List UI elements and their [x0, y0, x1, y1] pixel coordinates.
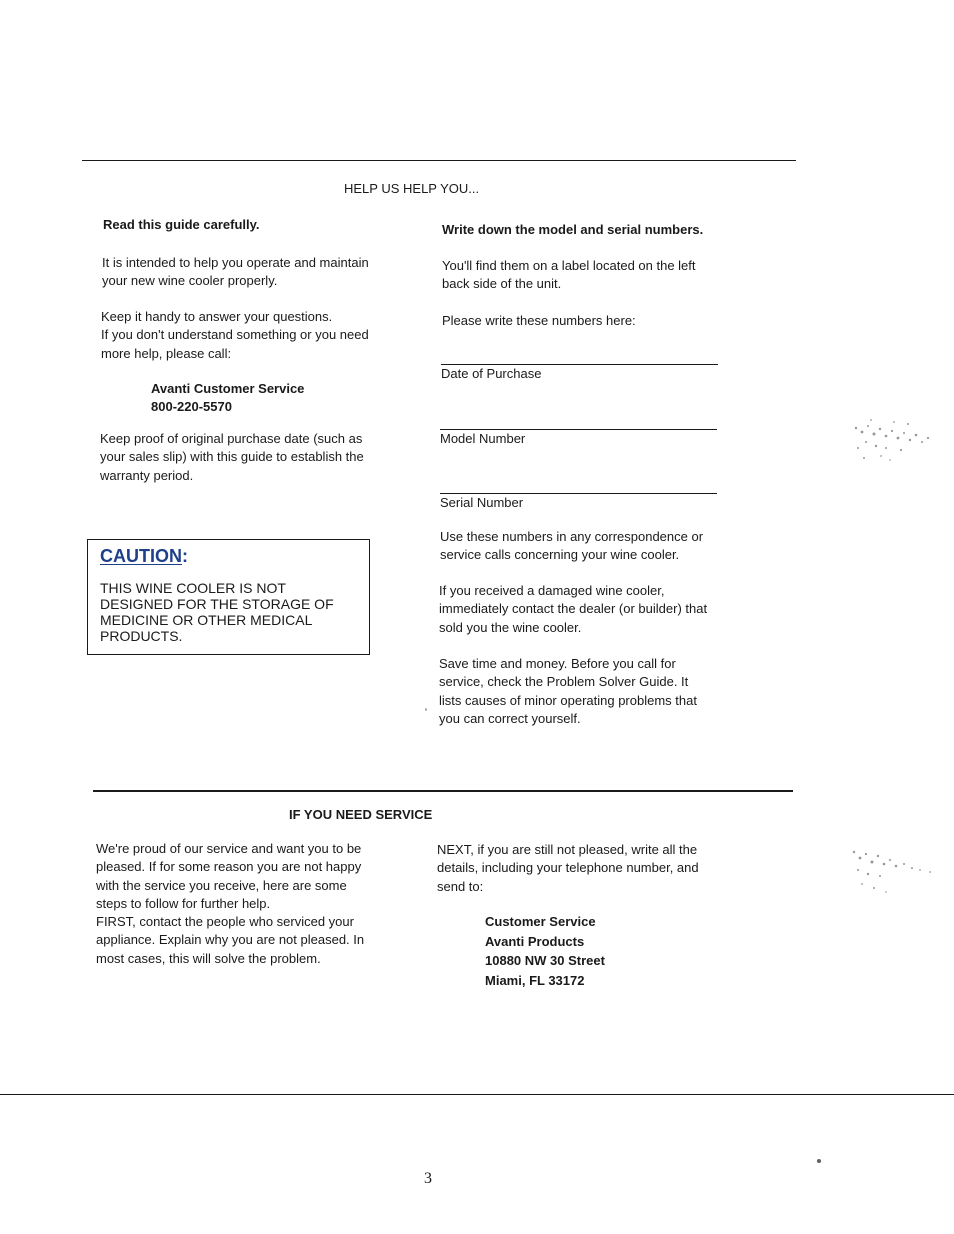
address-line: Avanti Products: [485, 933, 585, 949]
mailing-address: [485, 912, 605, 990]
scan-dot: [817, 1159, 821, 1163]
text-line: service calls concerning your wine cooler.: [440, 547, 680, 563]
text-line: back side of the unit.: [442, 276, 562, 292]
text-line: sold you the wine cooler.: [439, 619, 582, 635]
scan-noise-cluster-top: [846, 398, 946, 478]
scan-noise-cluster-bottom: [846, 826, 946, 906]
caution-colon: :: [182, 546, 188, 566]
scan-noise-graphic: [846, 398, 946, 478]
text-line: You'll find them on a label located on the left: [442, 258, 696, 273]
service-name: Avanti Customer Service: [151, 381, 305, 396]
read-guide-title: Read this guide carefully.: [103, 217, 260, 232]
address-line: Miami, FL 33172: [485, 972, 585, 988]
text-line: you can correct yourself.: [439, 710, 581, 726]
model-serial-para-2: Please write these numbers here:: [442, 313, 636, 328]
service-phone: 800-220-5570: [151, 399, 232, 415]
service-right-text: [437, 841, 737, 896]
read-guide-para-3: [100, 430, 400, 485]
text-line: pleased. If for some reason you are not happy: [96, 859, 362, 875]
section-heading-help: HELP US HELP YOU...: [344, 181, 480, 196]
caution-box: [87, 539, 370, 655]
address-line: Customer Service: [485, 914, 596, 929]
model-serial-para-4: [439, 582, 739, 637]
text-line: NEXT, if you are still not pleased, write all the: [437, 842, 698, 857]
service-contact: [151, 380, 304, 417]
caution-title-text: CAUTION: [100, 546, 182, 566]
date-of-purchase-label: Date of Purchase: [441, 366, 542, 381]
text-line: immediately contact the dealer (or builder) that: [439, 601, 708, 617]
text-line: send to:: [437, 878, 484, 894]
text-line: service, check the Problem Solver Guide. It: [439, 674, 689, 690]
address-line: 10880 NW 30 Street: [485, 953, 605, 968]
model-serial-para-5: [439, 655, 739, 728]
text-line: THIS WINE COOLER IS NOT: [100, 580, 286, 596]
text-line: It is intended to help you operate and maintain: [102, 255, 369, 270]
model-serial-para-3: [440, 528, 740, 565]
scan-dot: [425, 708, 427, 711]
caution-body: [100, 580, 350, 644]
text-line: PRODUCTS.: [100, 628, 183, 644]
text-line: steps to follow for further help.: [96, 895, 271, 911]
scan-noise-graphic: [846, 826, 946, 906]
text-line: If you received a damaged wine cooler,: [439, 583, 665, 598]
page-number: 3: [424, 1170, 432, 1187]
text-line: If you don't understand something or you need: [101, 327, 369, 343]
text-line: appliance. Explain why you are not pleased. In: [96, 932, 365, 948]
top-rule: [82, 160, 796, 161]
text-line: We're proud of our service and want you to be: [96, 841, 362, 856]
text-line: MEDICINE OR OTHER MEDICAL: [100, 612, 313, 628]
service-left-text: [96, 840, 396, 968]
model-serial-para-1: [442, 257, 742, 294]
model-number-label: Model Number: [440, 431, 526, 446]
text-line: your new wine cooler properly.: [102, 273, 278, 289]
middle-rule: [93, 790, 793, 792]
caution-title: [100, 546, 188, 567]
section-heading-service: IF YOU NEED SERVICE: [289, 807, 433, 822]
text-line: FIRST, contact the people who serviced your: [96, 914, 354, 930]
text-line: details, including your telephone number, and: [437, 860, 699, 876]
text-line: with the service you receive, here are some: [96, 877, 347, 893]
bottom-rule: [0, 1094, 954, 1095]
serial-number-label: Serial Number: [440, 495, 524, 510]
text-line: more help, please call:: [101, 345, 232, 361]
text-line: Keep proof of original purchase date (such as: [100, 431, 363, 446]
text-line: Use these numbers in any correspondence or: [440, 529, 704, 544]
read-guide-para-2: [101, 308, 401, 363]
text-line: your sales slip) with this guide to establish the: [100, 449, 364, 465]
text-line: Keep it handy to answer your questions.: [101, 309, 333, 324]
model-serial-title: Write down the model and serial numbers.: [442, 222, 704, 237]
text-line: DESIGNED FOR THE STORAGE OF: [100, 596, 334, 612]
text-line: warranty period.: [100, 467, 194, 483]
read-guide-para-1: [102, 254, 402, 291]
text-line: Save time and money. Before you call for: [439, 656, 676, 671]
text-line: most cases, this will solve the problem.: [96, 950, 321, 966]
text-line: lists causes of minor operating problems that: [439, 692, 697, 708]
